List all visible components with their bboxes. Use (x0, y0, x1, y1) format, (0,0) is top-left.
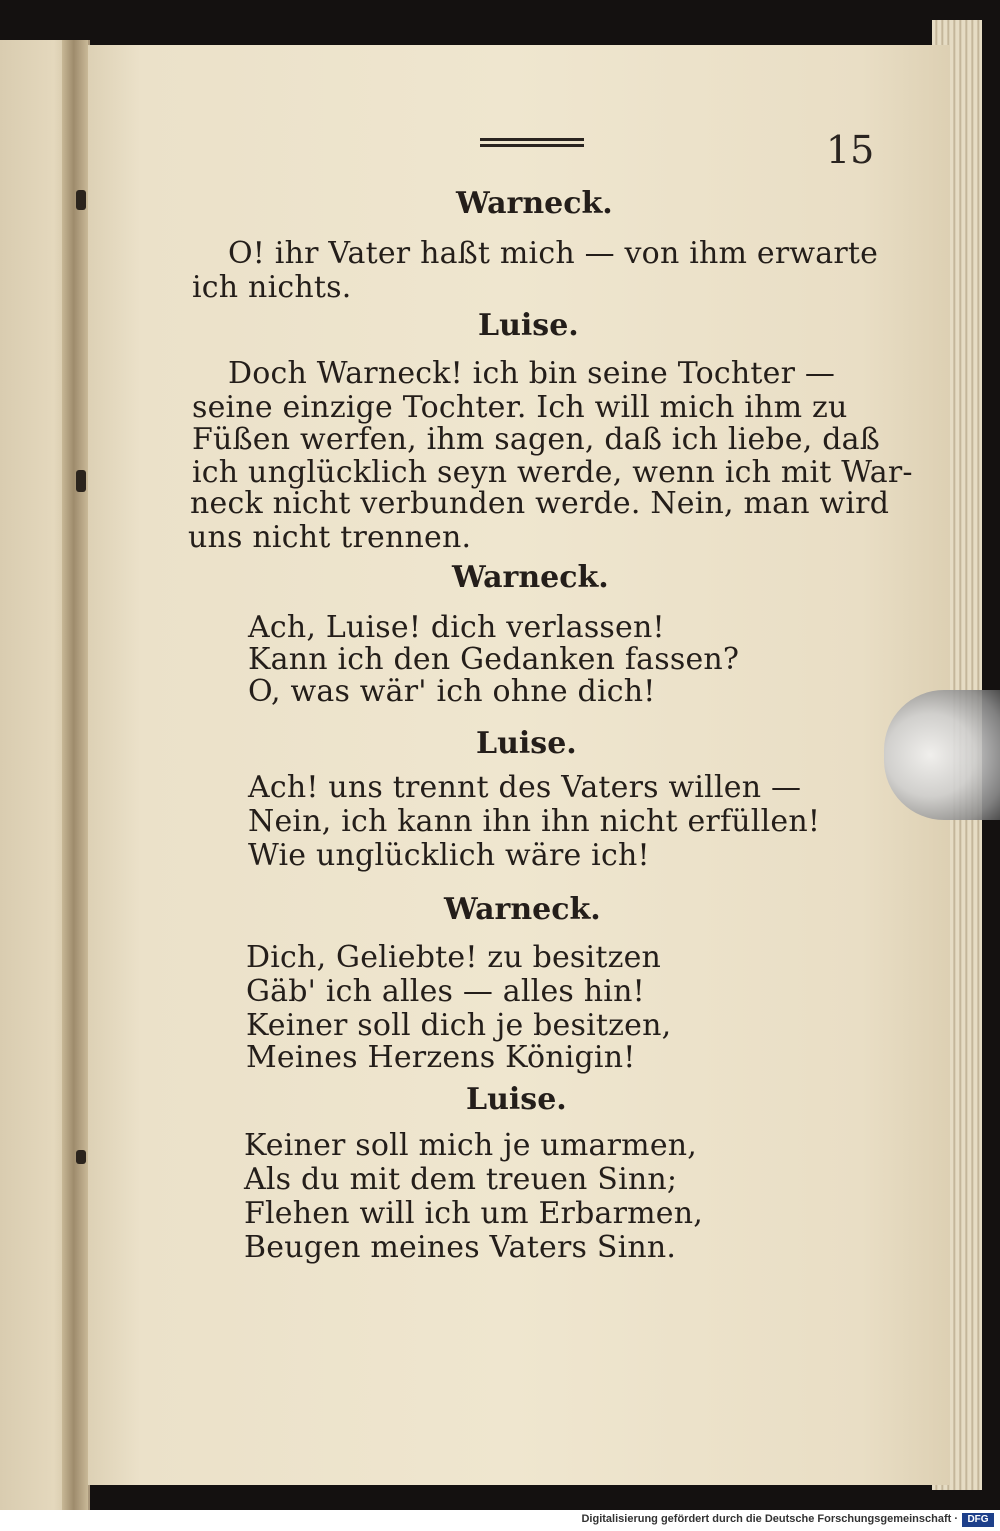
binding-thread (76, 470, 86, 492)
speaker-heading: Luise. (478, 308, 579, 343)
text-line: Dich, Geliebte! zu besitzen (246, 940, 662, 975)
footer-bar (0, 1510, 1000, 1531)
binding-thread (76, 190, 86, 210)
text-line: uns nicht trennen. (188, 520, 472, 555)
text-line: Flehen will ich um Erbarmen, (244, 1196, 703, 1231)
text-line: O! ihr Vater haßt mich — von ihm erwarte (228, 236, 879, 271)
page-clip (884, 690, 1000, 820)
text-line: Ach! uns trennt des Vaters willen — (248, 770, 802, 805)
text-line: Nein, ich kann ihn ihn nicht erfüllen! (248, 804, 821, 839)
speaker-heading: Luise. (466, 1082, 567, 1117)
text-line: ich nichts. (192, 270, 352, 305)
book-gutter (62, 40, 88, 1510)
text-line: Ach, Luise! dich verlassen! (248, 610, 665, 645)
text-line: O, was wär' ich ohne dich! (248, 674, 656, 709)
binding-thread (76, 1150, 86, 1164)
speaker-heading: Warneck. (452, 560, 609, 595)
text-line: Wie unglücklich wäre ich! (248, 838, 650, 873)
speaker-heading: Warneck. (444, 892, 601, 927)
text-line: ich unglücklich seyn werde, wenn ich mit War- (192, 455, 913, 490)
footer-credit: Digitalisierung gefördert durch die Deutsche Forschungsgemeinschaft · (581, 1513, 958, 1525)
header-rule (480, 138, 584, 150)
text-line: Füßen werfen, ihm sagen, daß ich liebe, daß (192, 422, 880, 457)
text-line: Meines Herzens Königin! (246, 1040, 636, 1075)
text-line: Als du mit dem treuen Sinn; (244, 1162, 678, 1197)
text-line: Doch Warneck! ich bin seine Tochter — (228, 356, 836, 391)
page-number: 15 (826, 128, 875, 172)
speaker-heading: Warneck. (456, 186, 613, 221)
text-line: Beugen meines Vaters Sinn. (244, 1230, 677, 1265)
speaker-heading: Luise. (476, 726, 577, 761)
dfg-logo-icon: DFG (962, 1513, 994, 1527)
text-line: Keiner soll mich je umarmen, (244, 1128, 698, 1163)
text-line: seine einzige Tochter. Ich will mich ihm zu (192, 390, 848, 425)
text-line: Kann ich den Gedanken fassen? (248, 642, 740, 677)
text-line: Gäb' ich alles — alles hin! (246, 974, 645, 1009)
text-line: neck nicht verbunden werde. Nein, man wird (190, 486, 890, 521)
text-line: Keiner soll dich je besitzen, (246, 1008, 672, 1043)
